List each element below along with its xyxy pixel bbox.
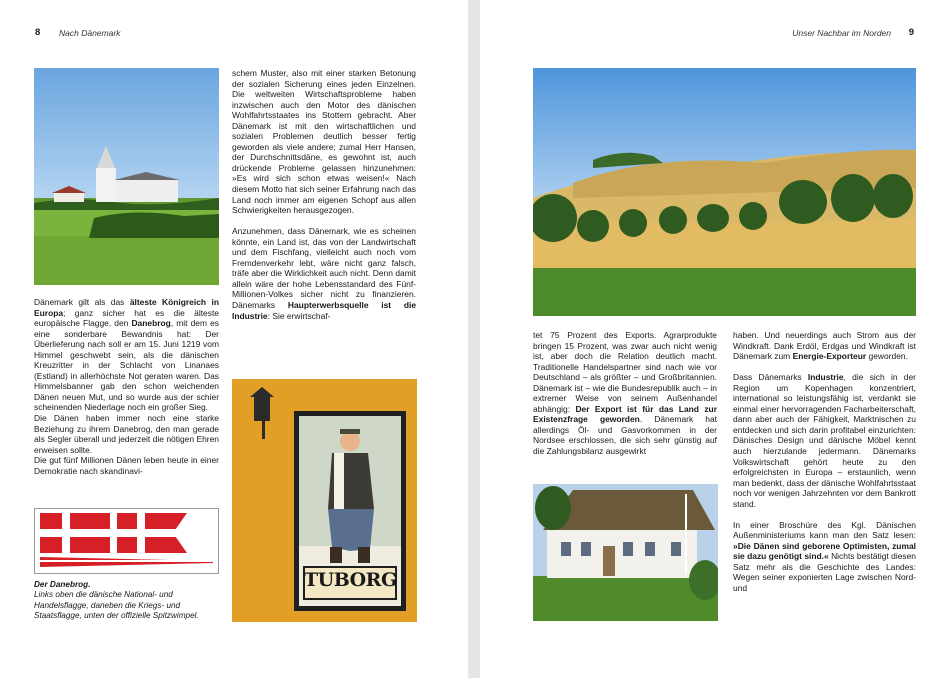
text-run: . Dänemark hat allerdings Öl- und Gasvorkommen in der Nordsee erschlossen, die sich sehr günstig auf die Zahlungsbilanz ausgewirkt: [533, 414, 717, 457]
flags-figure: [34, 508, 219, 574]
church-photo: [34, 68, 219, 285]
right-column-1: [533, 330, 717, 457]
state-flag: [117, 513, 187, 553]
text-run: tet 75 Prozent des Exports. Agrarprodukte bringen 15 Prozent, was zwar auch nicht wenig ist, aber doch die Relation deutlich macht. Traditionelle Handelspartner sind nach wie vor Deutschland – als größter – und Großbritannien. Dänemark ist – wie die Bundesrepublik auch – in extremer Weise von seinem Außenhandel abhängig:: [533, 330, 717, 414]
page-number: 8: [35, 27, 41, 38]
bold-text: Haupterwerbsquelle ist die Industrie: [232, 299, 417, 321]
tuborg-poster-photo: [232, 379, 417, 622]
landscape-photo: [533, 68, 916, 316]
running-head: Nach Dänemark: [59, 28, 121, 38]
bold-text: Der Export ist für das Land zur Existenzfrage geworden: [533, 403, 717, 425]
text-run: Dass Dänemarks: [733, 372, 808, 383]
text-run: ; ganz sicher hat es die älteste europäische Flagge, den: [34, 307, 219, 329]
text-run: Nichts bestätigt diesen Satz mehr als die Geschichte des Landes: Wegen seiner exponierten Lage zwischen Nord- und: [733, 551, 916, 594]
text-run: Die Dänen haben immer noch eine starke Beziehung zu ihrem Danebrog, den man gerade als Segler überall und jederzeit die nötigen Ehren erweisen sollte.: [34, 413, 219, 455]
paragraph: [232, 68, 416, 216]
text-run: : Sie erwirtschaf-: [267, 310, 331, 321]
paragraph: [733, 372, 916, 509]
text-run: Die gut fünf Millionen Dänen leben heute in einer Demokratie nach skandinavi-: [34, 455, 219, 476]
left-column-2: [232, 68, 416, 321]
bold-text: Industrie: [807, 372, 844, 383]
right-column-2: [733, 330, 916, 594]
caption-text: Links oben die dänische National- und Handelsflagge, daneben die Kriegs- und Staatsflagge, unten der offizielle Spitzwimpel.: [34, 590, 199, 621]
flag-caption: [34, 580, 219, 622]
bold-text: älteste Königreich in Europa: [34, 297, 219, 318]
pennant: [40, 557, 213, 567]
text-run: geworden.: [866, 351, 908, 362]
left-page: [0, 0, 468, 678]
paragraph: [533, 330, 717, 457]
bold-text: Energie-Exporteur: [792, 351, 867, 362]
left-column-1: [34, 297, 219, 476]
thatched-house-photo: [533, 484, 718, 621]
running-head: Unser Nachbar im Norden: [792, 28, 891, 38]
text-run: Anzunehmen, dass Dänemark, wie es scheinen könnte, ein Land ist, das von der Landwirtschaft und dem Fischfang, vielleicht auch noch vom Fremdenverkehr lebt, wäre nicht ganz falsch, träfe aber die Wirklichkeit auch nicht. Denn damit allein wäre der hohe Lebensstandard des Fünf-Millionen-Volkes sicher nicht zu finanzieren. Dänemarks: [232, 226, 416, 310]
bold-text: Danebrog: [131, 318, 171, 329]
text-run: Dänemark gilt als das: [34, 297, 130, 307]
text-run: haben. Und neuerdings auch Strom aus der Windkraft. Dank Erdöl, Erdgas und Windkraft ist Dänemark zum: [733, 330, 916, 362]
national-flag: [40, 513, 110, 553]
text-run: , die sich in der Region um Kopenhagen konzentriert, international so leistungsfähig ist, verdankt sie einmal einer hervorragenden Facharbeiterschaft, dann aber auch der Fähigkeit, Marktnischen zu entdecken und sich darin profitabel einzurichten: Dänisches Design und dänische Möbel kennt auch hierzulande jedermann. Dänemarks Volkswirtschaft gehört heute zu den erfolgreichsten in Europa – erstaunlich, wenn man bedenkt, dass der dänische Wohlfahrtsstaat noch vor wenigen Jahrzehnten vor dem Bankrott stand.: [733, 372, 916, 509]
paragraph: [733, 520, 916, 594]
text-run: , mit dem es eine sonderbare Bewandnis hat: Der Überlieferung nach soll er am 15. Juni 1219 vom Himmel geschwebt sein, als die dänischen Kreuzritter in der Schlacht von Linanaes (Estland) in allerhöchste Not geraten waren. Das Himmelsbanner gab den schon weichenden Dänen neuen Mut, und so wurde aus der schier scheinenden Niederlage noch ein großer Sieg.: [34, 318, 219, 413]
paragraph: [34, 413, 219, 455]
caption-title: Der Danebrog.: [34, 580, 91, 589]
text-run: schem Muster, also mit einer starken Betonung der sozialen Sicherung eines jeden Einzelnen. Die weltweiten Wirtschaftsprobleme haben inzwischen auch den Motor des dänischen Wohlfahrtsstaates ins Stottern gebracht. Aber Dänemark ist mit den wirtschaftlichen und sozialen Problemen deutlich besser fertig geworden als viele andere; zumal Herr Hansen, der Durchschnittsdäne, es gewohnt ist, auch drückende Probleme gelassen hinzunehmen: »Es wird sich schon etwas weisen!« Nach diesem Motto hat sich seiner Erfahrung nach das Land noch immer am eigenen Schopf aus allen Schwierigkeiten herausgezogen.: [232, 68, 416, 216]
paragraph: [34, 455, 219, 476]
paragraph: [733, 330, 916, 362]
right-page: [480, 0, 947, 678]
paragraph: [232, 226, 416, 321]
paragraph: [34, 297, 219, 413]
bold-text: »Die Dänen sind geborene Optimisten, zumal sie dazu genötigt sind.«: [733, 540, 916, 562]
tuborg-label: TUBORG: [304, 569, 397, 591]
text-run: In einer Broschüre des Kgl. Dänischen Außenministeriums kann man den Satz lesen:: [733, 519, 916, 541]
page-number: 9: [908, 27, 914, 38]
